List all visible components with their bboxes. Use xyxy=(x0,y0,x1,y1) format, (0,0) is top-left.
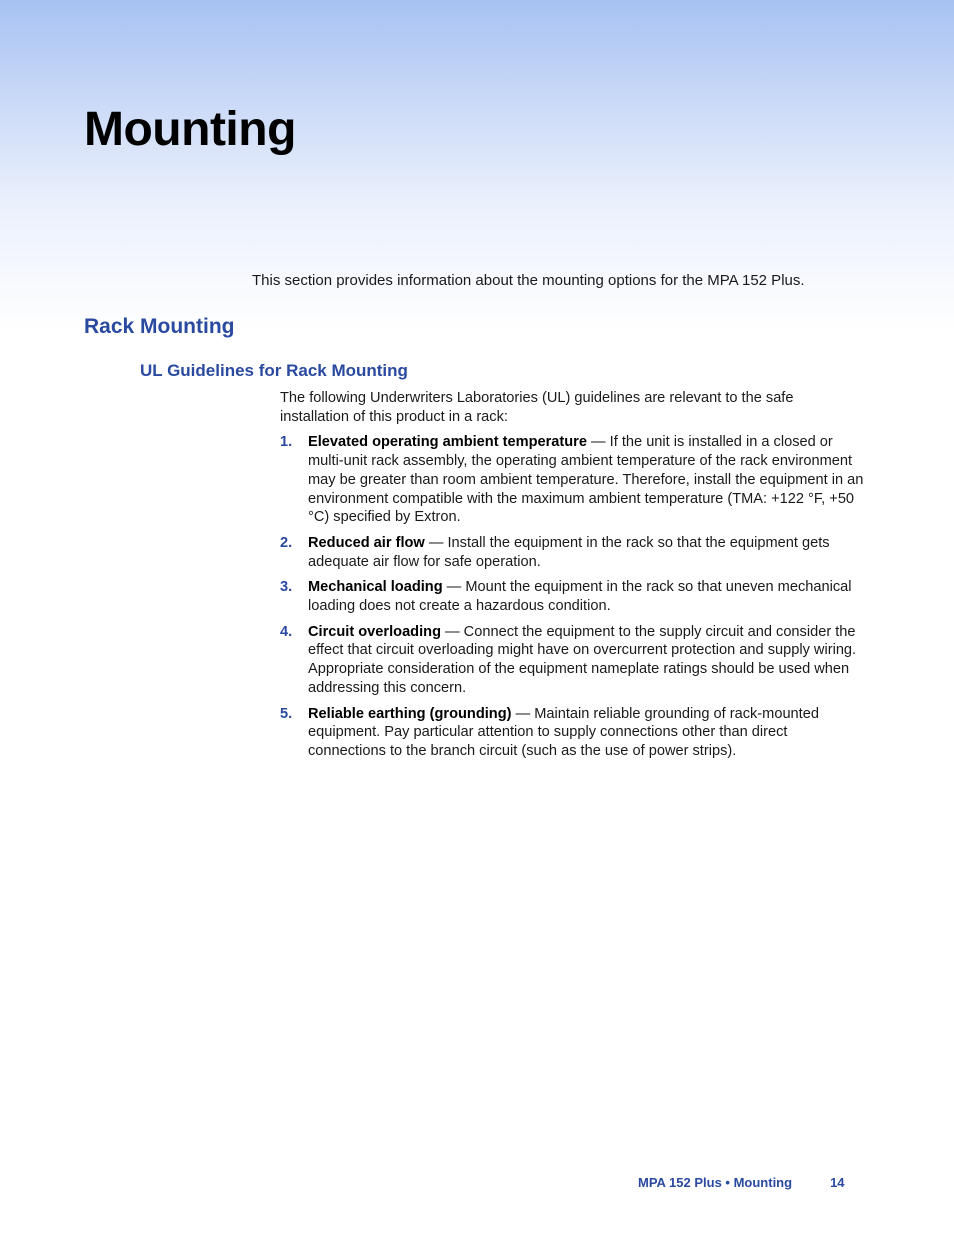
list-item-text: — If the unit is installed in a closed or multi-unit rack assembly, the operating ambient temperature of the rack environment may be greater than room ambient temperature. Therefore, install the equipment in an environment compatible with the maximum ambient temperature (TMA: +122 °F, +50 °C) specified by Extron. xyxy=(308,434,864,526)
page-number: 14 xyxy=(830,1175,845,1190)
list-item-term: Circuit overloading xyxy=(308,623,441,640)
list-item-number: 1. xyxy=(280,434,293,451)
lead-paragraph: The following Underwriters Laboratories (UL) guidelines are relevant to the safe installation of this product in a rack: xyxy=(280,390,794,425)
page-title: Mounting xyxy=(84,103,296,156)
footer-label: MPA 152 Plus • Mounting xyxy=(638,1175,793,1190)
list-item-text: — Install the equipment in the rack so that the equipment gets adequate air flow for safe operation. xyxy=(308,534,830,570)
list-item xyxy=(280,534,865,571)
list-item-text: — Maintain reliable grounding of rack-mounted equipment. Pay particular attention to supply connections other than direct connections to the branch circuit (such as the use of power strips). xyxy=(308,705,819,759)
list-item-term: Reduced air flow xyxy=(308,534,425,551)
list-item-term: Reliable earthing (grounding) xyxy=(308,705,512,722)
list-item-term: Elevated operating ambient temperature xyxy=(308,434,587,451)
list-item-text: — Mount the equipment in the rack so that uneven mechanical loading does not create a hazardous condition. xyxy=(308,579,852,615)
list-item-number: 4. xyxy=(280,623,293,640)
list-item xyxy=(280,705,865,761)
section-content xyxy=(280,389,865,768)
intro-paragraph: This section provides information about the mounting options for the MPA 152 Plus. xyxy=(252,272,805,289)
list-item-number: 5. xyxy=(280,705,293,722)
list-item-number: 2. xyxy=(280,534,293,551)
list-item xyxy=(280,433,865,527)
list-item xyxy=(280,578,865,615)
list-item-text: — Connect the equipment to the supply circuit and consider the effect that circuit overloading might have on overcurrent protection and supply wiring. Appropriate consideration of the equipment nameplate ratings should be used when addressing this concern. xyxy=(308,623,857,696)
list-item xyxy=(280,623,865,698)
page-footer xyxy=(638,1174,845,1192)
section-heading: Rack Mounting xyxy=(84,315,235,338)
list-item-term: Mechanical loading xyxy=(308,579,443,596)
guidelines-list xyxy=(280,433,865,760)
list-item-number: 3. xyxy=(280,579,293,596)
subsection-heading: UL Guidelines for Rack Mounting xyxy=(140,361,408,380)
